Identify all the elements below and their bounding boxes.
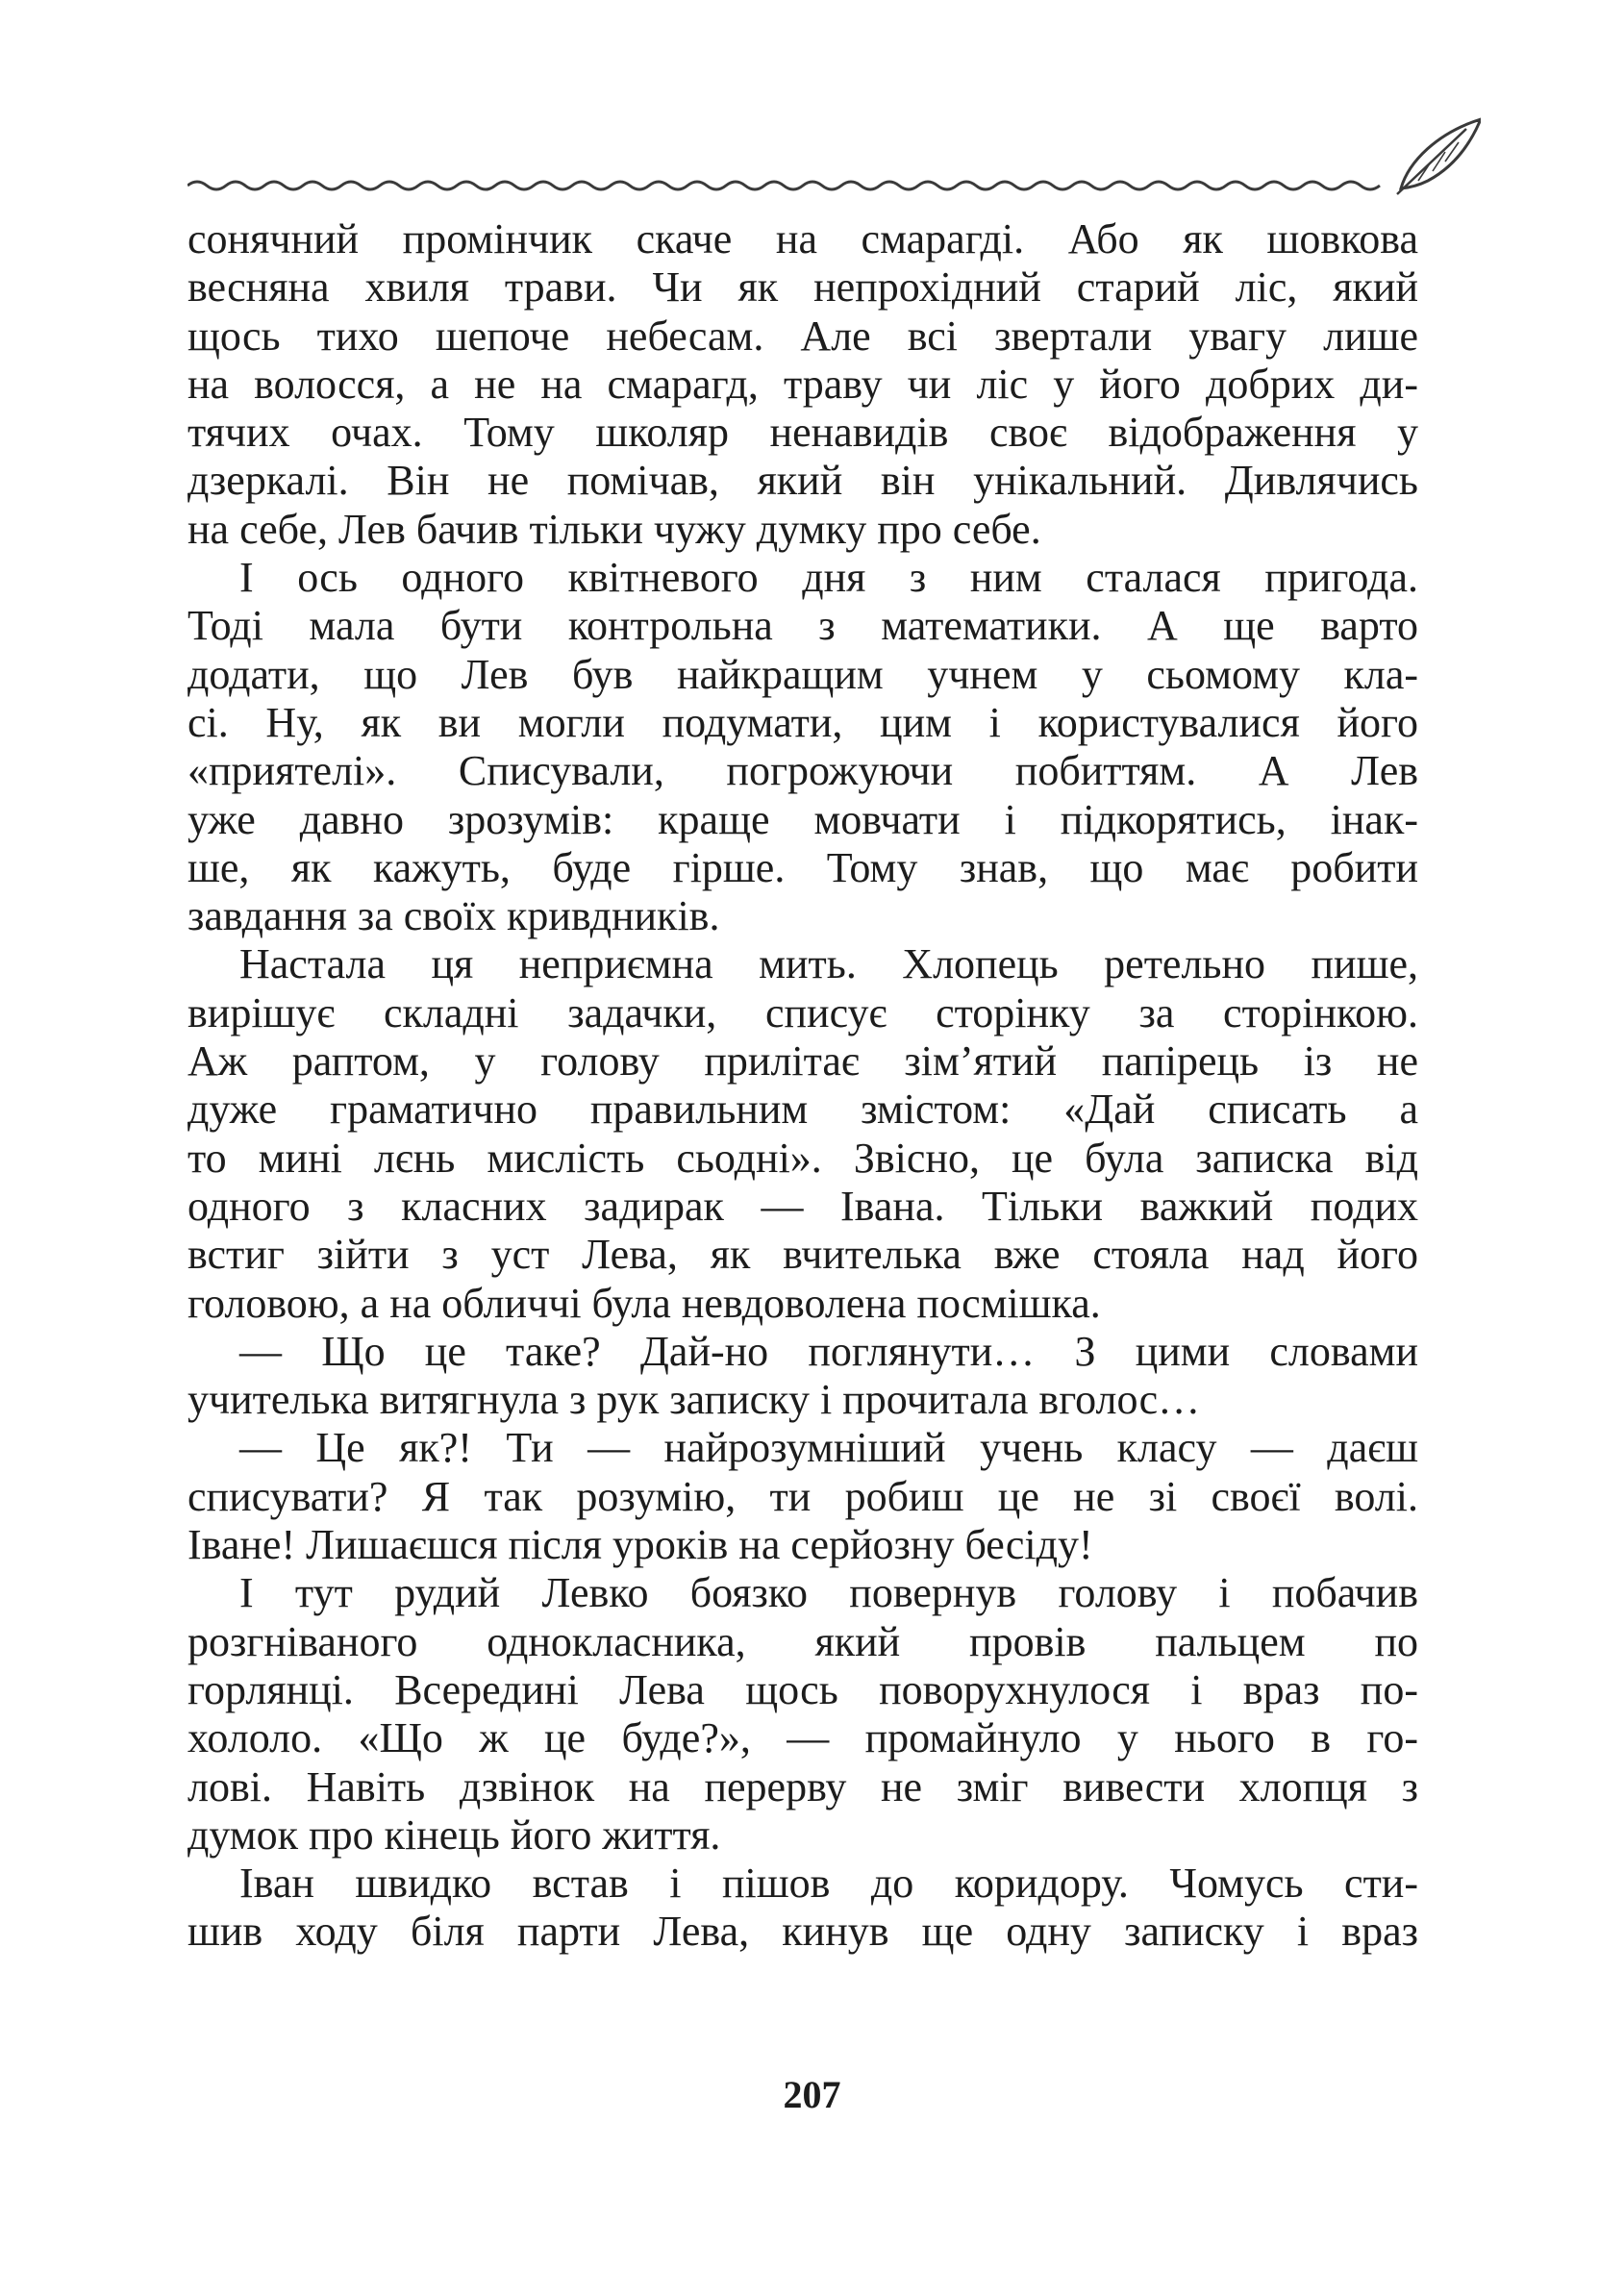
text-line: одного з класних задирак — Івана. Тільки важкий подих (187, 1182, 1418, 1230)
text-line: вирішує складні задачки, списує сторінку за сторінкою. (187, 988, 1418, 1036)
text-line: списувати? Я так розумію, ти робиш це не зі своєї волі. (187, 1472, 1418, 1520)
quill-feather-icon (1397, 119, 1481, 194)
text-line: додати, що Лев був найкращим учнем у сьомому кла- (187, 650, 1418, 698)
body-text (187, 215, 1418, 1957)
page-number: 207 (783, 2073, 841, 2116)
text-line: шив ходу біля парти Лева, кинув ще одну записку і враз (187, 1908, 1418, 1956)
text-line: сонячний промінчик скаче на смарагді. Або як шовкова (187, 215, 1418, 262)
paragraph (187, 554, 1418, 940)
text-line: тячих очах. Тому школяр ненавидів своє відображення у (187, 409, 1418, 457)
paragraph (187, 215, 1418, 554)
text-line: ше, як кажуть, буде гірше. Тому знав, що має робити (187, 843, 1418, 891)
text-line: розгніваного однокласника, який провів пальцем по (187, 1617, 1418, 1665)
text-line: уже давно зрозумів: краще мовчати і підкорятись, інак- (187, 795, 1418, 843)
text-line: встиг зійти з уст Лева, як вчителька вже стояла над його (187, 1231, 1418, 1279)
text-line: «приятелі». Списували, погрожуючи побиттям. А Лев (187, 747, 1418, 795)
paragraph (187, 1424, 1418, 1569)
text-line: головою, а на обличчі була невдоволена посмішка. (187, 1279, 1101, 1327)
text-line: учителька витягнула з рук записку і прочитала вголос… (187, 1376, 1201, 1424)
text-line: І ось одного квітневого дня з ним сталася пригода. (239, 554, 1418, 602)
text-line: то мині лєнь мислість сьодні». Звісно, це була записка від (187, 1134, 1418, 1182)
wavy-line (187, 182, 1380, 189)
text-line: Аж раптом, у голову прилітає зім’ятий папірець із не (187, 1037, 1418, 1086)
text-line: на себе, Лев бачив тільки чужу думку про себе. (187, 505, 1041, 553)
text-line: дуже граматично правильним змістом: «Дай списать а (187, 1086, 1418, 1134)
paragraph (187, 940, 1418, 1327)
text-line: Тоді мала бути контрольна з математики. А ще варто (187, 602, 1418, 650)
text-line: хололо. «Що ж це буде?», — промайнуло у нього в го- (187, 1714, 1418, 1762)
text-line: Настала ця неприємна мить. Хлопець ретельно пише, (239, 940, 1418, 988)
text-line: лові. Навіть дзвінок на перерву не зміг вивести хлопця з (187, 1762, 1418, 1810)
text-line: Іване! Лишаєшся після уроків на серйозну бесіду! (187, 1521, 1093, 1569)
text-line: — Це як?! Ти — найрозумніший учень класу — даєш (239, 1424, 1418, 1472)
paragraph (187, 1328, 1418, 1425)
paragraph (187, 1569, 1418, 1860)
text-line: думок про кінець його життя. (187, 1810, 721, 1859)
header-ornament (187, 113, 1481, 206)
paragraph (187, 1860, 1418, 1957)
text-line: сі. Ну, як ви могли подумати, цим і користувалися його (187, 698, 1418, 746)
text-line: весняна хвиля трави. Чи як непрохідний старий ліс, який (187, 263, 1418, 312)
text-line: дзеркалі. Він не помічав, який він унікальний. Дивлячись (187, 457, 1418, 505)
text-line: завдання за своїх кривдників. (187, 892, 720, 940)
text-line: Іван швидко встав і пішов до коридору. Чомусь сти- (239, 1860, 1418, 1908)
text-line: І тут рудий Левко боязко повернув голову і побачив (239, 1569, 1418, 1617)
text-line: — Що це таке? Дай-но поглянути… З цими словами (239, 1327, 1418, 1375)
text-line: на волосся, а не на смарагд, траву чи ліс у його добрих ди- (187, 360, 1418, 408)
text-line: щось тихо шепоче небесам. Але всі звертали увагу лише (187, 312, 1418, 360)
text-line: горлянці. Всередині Лева щось поворухнулося і враз по- (187, 1665, 1418, 1713)
